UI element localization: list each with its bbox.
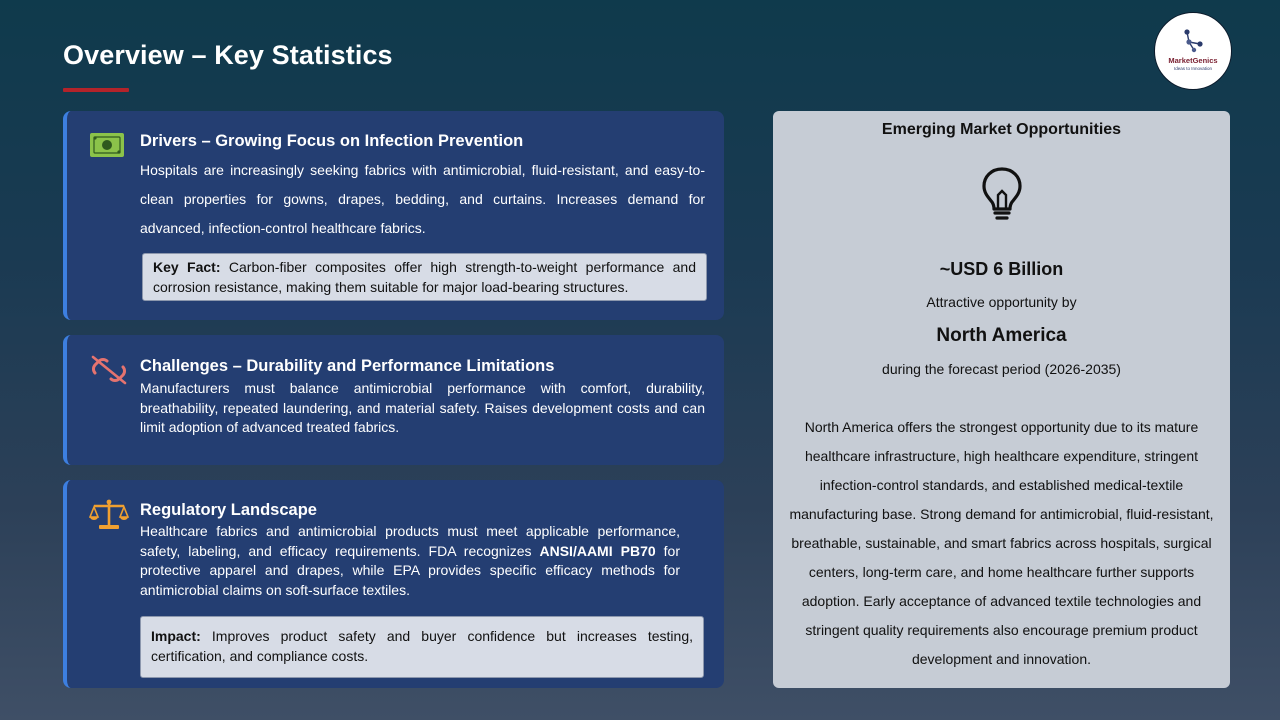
drivers-title: Drivers – Growing Focus on Infection Prevention: [140, 132, 524, 150]
opportunity-region: North America: [936, 325, 1067, 346]
opportunity-subtitle: Attractive opportunity by: [926, 294, 1077, 310]
regulatory-text-part1: Healthcare fabrics and antimicrobial products must meet applicable performance, safety, labeling, and efficacy requirements. FDA recognizes: [140, 523, 680, 559]
key-fact-label: Key Fact:: [153, 259, 221, 275]
impact-text: Improves product safety and buyer confidence but increases testing, certification, and compliance costs.: [151, 628, 693, 664]
challenges-title: Challenges – Durability and Performance Limitations: [140, 357, 555, 375]
regulatory-standard: ANSI/AAMI PB70: [539, 542, 656, 559]
opportunities-title: Emerging Market Opportunities: [881, 121, 1122, 138]
key-fact-text: Carbon-fiber composites offer high strength-to-weight performance and corrosion resistance, making them suitable for major load-bearing structures.: [153, 259, 696, 295]
money-icon: [89, 131, 125, 159]
title-underline: [63, 88, 129, 92]
opportunities-panel: [773, 111, 1230, 688]
impact-label: Impact:: [151, 628, 201, 644]
regulatory-text: [140, 522, 680, 600]
drivers-card: [63, 111, 724, 320]
forecast-period: during the forecast period (2026-2035): [882, 361, 1121, 377]
scales-icon: [89, 498, 129, 530]
logo-name: MarketGenics: [1168, 55, 1218, 65]
network-logo-icon: [1180, 28, 1206, 54]
company-logo: [1154, 12, 1232, 90]
regulatory-title: Regulatory Landscape: [140, 501, 317, 519]
broken-link-icon: [89, 355, 129, 385]
impact-box: [140, 616, 704, 678]
opportunity-amount: ~USD 6 Billion: [939, 259, 1064, 279]
lightbulb-icon: [977, 165, 1027, 221]
challenges-text: Manufacturers must balance antimicrobial performance with comfort, durability, breathability, repeated laundering, and material safety. Raises development costs and can limit adoption of advanced treated fabrics.: [140, 380, 705, 435]
challenges-card: [63, 335, 724, 465]
regulatory-text-part2: for protective apparel and drapes, while EPA provides specific efficacy methods for antimicrobial claims on soft-surface textiles.: [140, 542, 680, 598]
page-title: Overview – Key Statistics: [63, 40, 393, 70]
opportunity-description: North America offers the strongest opportunity due to its mature healthcare infrastructure, high healthcare expenditure, stringent infection-control standards, and established medical-textile manufacturing base. Strong demand for antimicrobial, fluid-resistant, breathable, sustainable, and smart fabrics across hospitals, surgical centers, long-term care, and home healthcare further supports adoption. Early acceptance of advanced textile technologies and stringent quality requirements also encourage premium product development and innovation.: [789, 419, 1214, 667]
regulatory-card: [63, 480, 724, 688]
logo-tagline: Ideas to Innovation: [1173, 65, 1213, 71]
key-fact-box: [142, 253, 707, 301]
drivers-text: Hospitals are increasingly seeking fabrics with antimicrobial, fluid-resistant, and easy-to-clean properties for gowns, drapes, bedding, and curtains. Increases demand for advanced, infection-control healthcare fabrics.: [140, 162, 705, 236]
